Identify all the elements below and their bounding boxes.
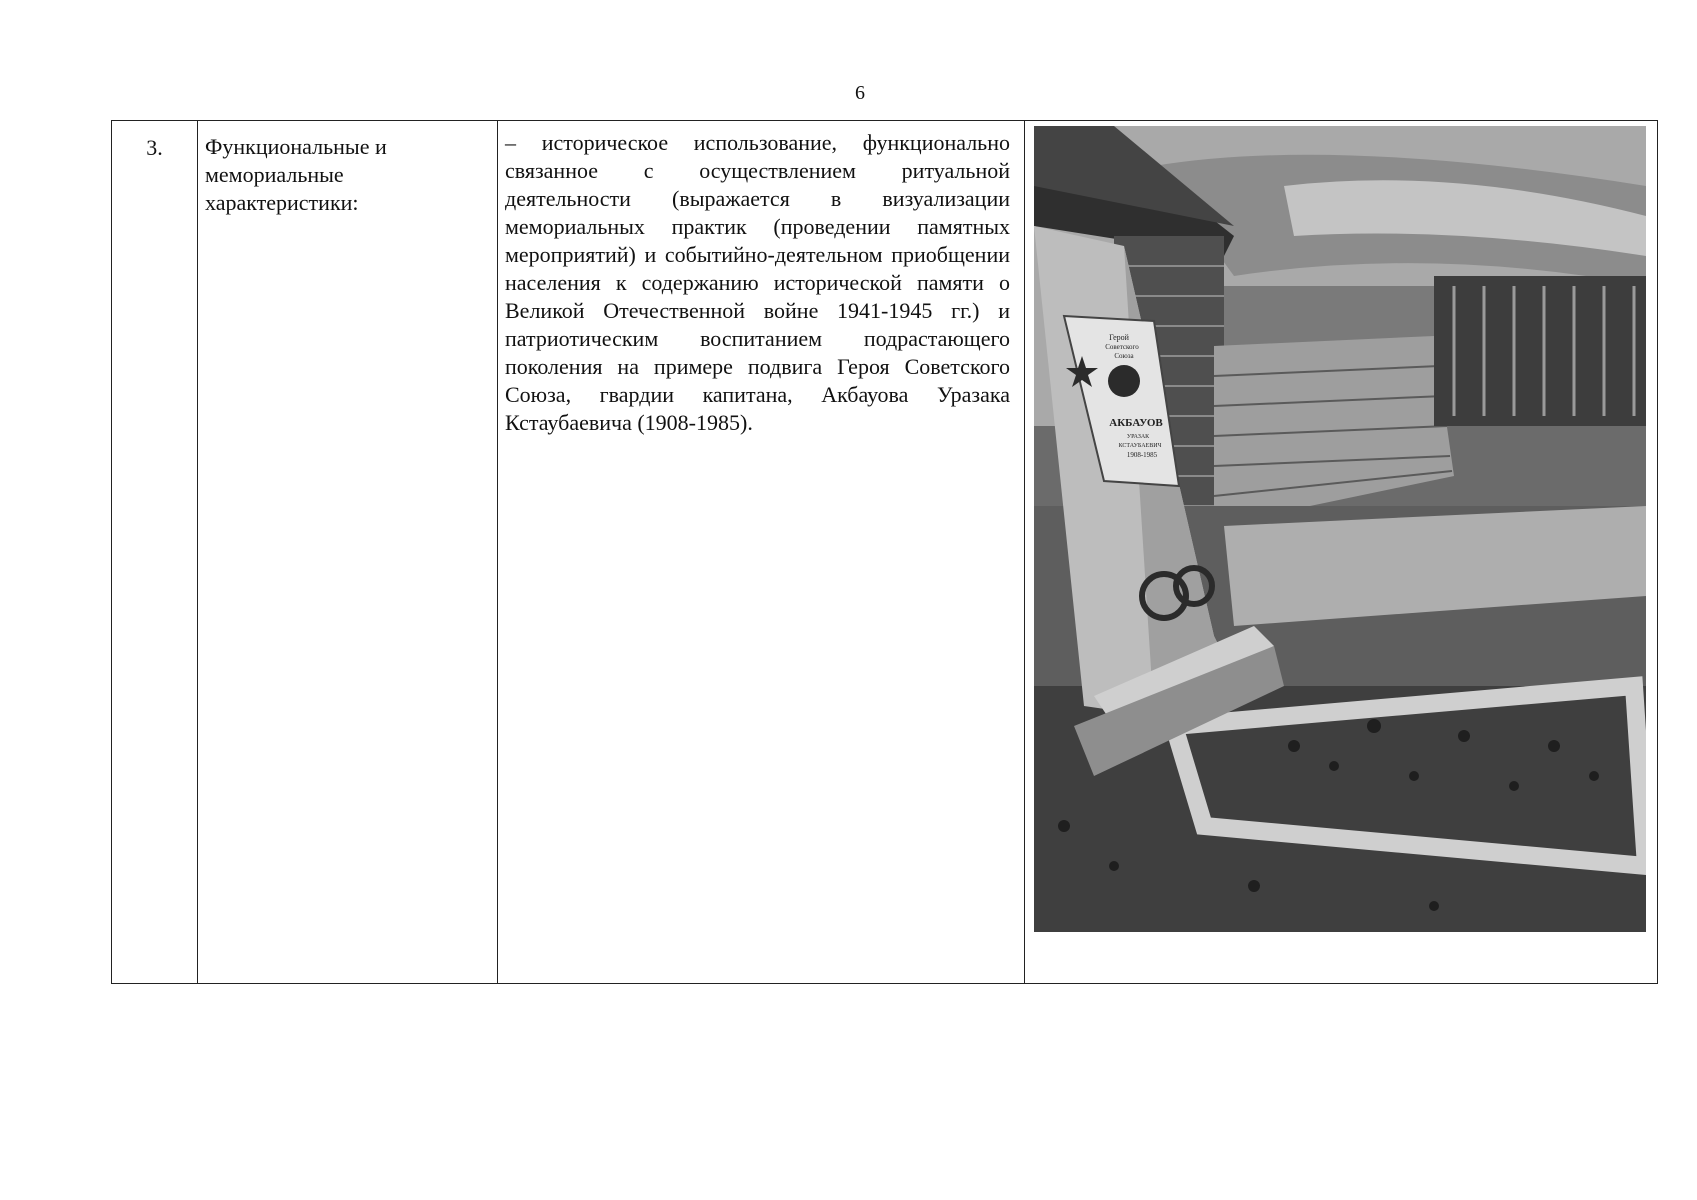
page-number: 6 xyxy=(855,82,865,104)
plaque-line: АКБАУОВ xyxy=(1109,417,1163,429)
plaque-line: 1908-1985 xyxy=(1126,451,1158,459)
characteristic-description: – историческое использование, функционально связанное с осуществлением ритуальной деятельности (выражается в визуализации мемориальных практик (проведении памятных мероприятий) и событийно-деятельном приобщении населения к содержанию исторической памяти о Великой Отечественной войне 1941-1945 гг.) и патриотическим воспитанием подрастающего поколения на примере подвига Героя Советского Союза, гвардии капитана, Акбауова Уразака Кстаубаевича (1908-1985). xyxy=(505,130,1010,435)
plaque-line: Союза xyxy=(1114,352,1134,360)
photo-cell xyxy=(1024,121,1659,983)
plaque-line: УРАЗАК xyxy=(1126,434,1150,440)
memorial-photo-illustration xyxy=(1034,126,1646,932)
row-number: 3. xyxy=(146,135,163,160)
monument-characteristics-table xyxy=(111,120,1658,984)
plaque-line: КСТАУБАЕВИЧ xyxy=(1118,443,1162,449)
memorial-photo xyxy=(1034,126,1646,932)
plaque-line: Герой xyxy=(1109,333,1129,342)
plaque-line: Советского xyxy=(1105,343,1139,351)
characteristic-name: Функциональные и мемориальные характеристики: xyxy=(205,134,387,215)
